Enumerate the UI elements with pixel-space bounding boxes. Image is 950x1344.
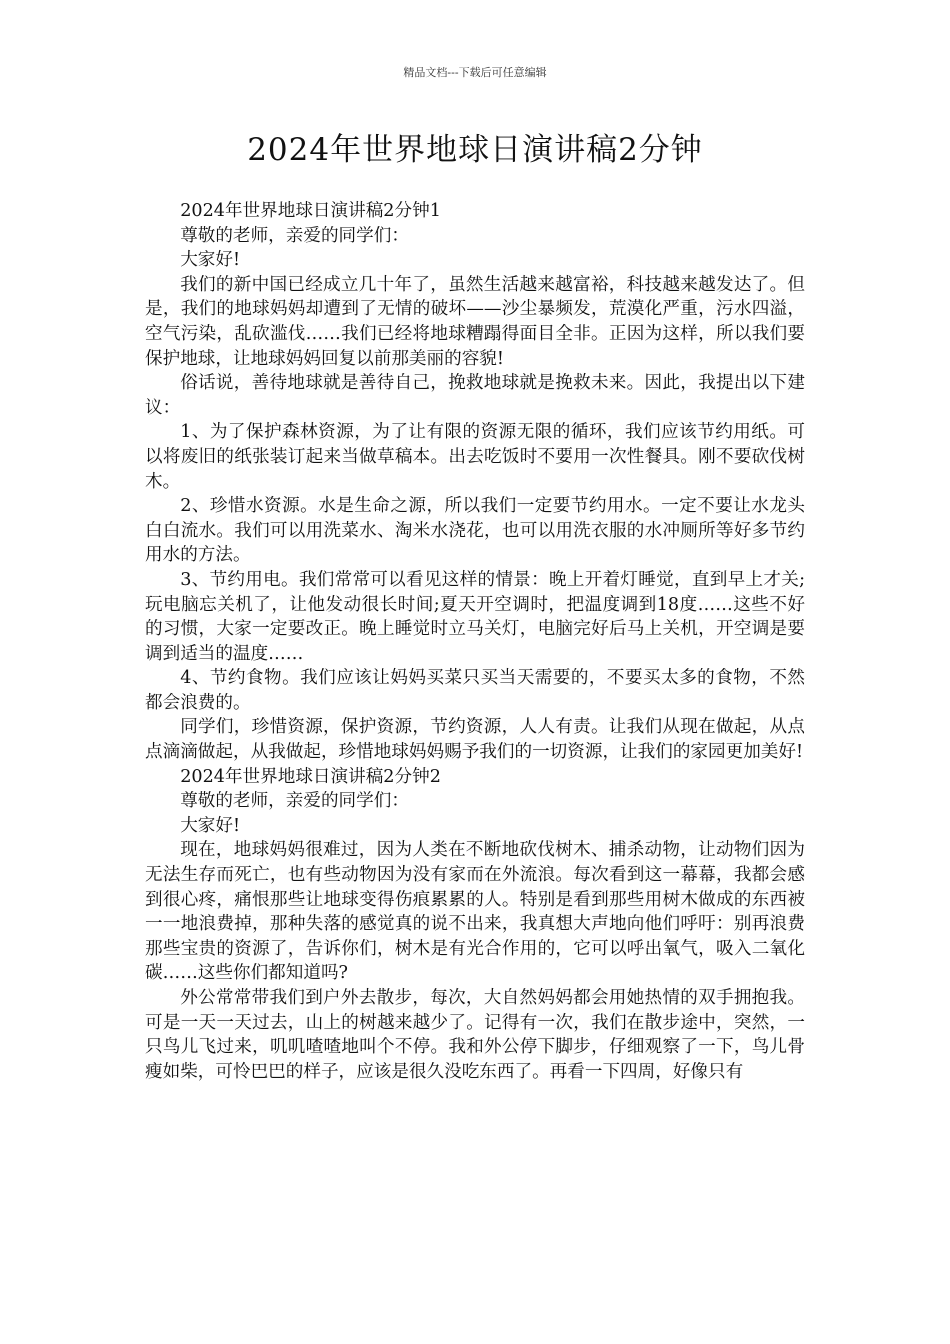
section-heading: 2024年世界地球日演讲稿2分钟2 [180,766,441,787]
list-item: 1、为了保护森林资源，为了让有限的资源无限的循环，我们应该节约用纸。可以将废旧的纸张装订起来当做草稿本。出去吃饭时不要用一次性餐具。刚不要砍伐树木。 [145,422,805,492]
page-header-note: 精品文档---下载后可任意编辑 [403,66,547,79]
document-body [145,199,805,1084]
paragraph: 我们的新中国已经成立几十年了，虽然生活越来越富裕，科技越来越发达了。但是，我们的地球妈妈却遭到了无情的破坏——沙尘暴频发，荒漠化严重，污水四溢，空气污染，乱砍滥伐……我们已经将地球糟蹋得面目全非。正因为这样，所以我们要保护地球，让地球妈妈回复以前那美丽的容貌! [145,274,805,369]
greeting: 大家好! [180,815,241,836]
section-heading: 2024年世界地球日演讲稿2分钟1 [180,201,441,221]
greeting: 大家好! [180,250,241,271]
paragraph: 俗话说，善待地球就是善待自己，挽救地球就是挽救未来。因此，我提出以下建议： [145,373,805,418]
salutation: 尊敬的老师，亲爱的同学们： [180,225,409,246]
salutation: 尊敬的老师，亲爱的同学们： [180,791,409,812]
paragraph: 同学们，珍惜资源，保护资源，节约资源，人人有责。让我们从现在做起，从点点滴滴做起，从我做起，珍惜地球妈妈赐予我们的一切资源，让我们的家园更加美好! [145,717,805,763]
paragraph: 现在，地球妈妈很难过，因为人类在不断地砍伐树木、捕杀动物，让动物们因为无法生存而死亡，也有些动物因为没有家而在外流浪。每次看到这一幕幕，我都会感到很心疼，痛恨那些让地球变得伤痕累累的人。特别是看到那些用树木做成的东西被一一地浪费掉，那种失落的感觉真的说不出来，我真想大声地向他们呼吁：别再浪费那些宝贵的资源了，告诉你们，树木是有光合作用的，它可以呼出氧气，吸入二氧化碳……这些你们都知道吗? [145,840,805,984]
list-item: 2、珍惜水资源。水是生命之源，所以我们一定要节约用水。一定不要让水龙头白白流水。我们可以用洗菜水、淘米水浇花，也可以用洗衣服的水冲厕所等好多节约用水的方法。 [145,496,805,566]
document-title: 2024年世界地球日演讲稿2分钟 [247,132,703,168]
paragraph: 外公常常带我们到户外去散步，每次，大自然妈妈都会用她热情的双手拥抱我。可是一天一天过去，山上的树越来越少了。记得有一次，我们在散步途中，突然，一只鸟儿飞过来，叽叽喳喳地叫个不停。我和外公停下脚步，仔细观察了一下，鸟儿骨瘦如柴，可怜巴巴的样子，应该是很久没吃东西了。再看一下四周，好像只有 [145,988,805,1082]
list-item: 3、节约用电。我们常常可以看见这样的情景：晚上开着灯睡觉，直到早上才关;玩电脑忘关机了，让他发动很长时间;夏天开空调时，把温度调到18度……这些不好的习惯，大家一定要改正。晚上睡觉时立马关灯，电脑完好后马上关机，开空调是要调到适当的温度…… [145,569,805,664]
list-item: 4、节约食物。我们应该让妈妈买菜只买当天需要的，不要买太多的食物，不然都会浪费的。 [145,668,805,713]
